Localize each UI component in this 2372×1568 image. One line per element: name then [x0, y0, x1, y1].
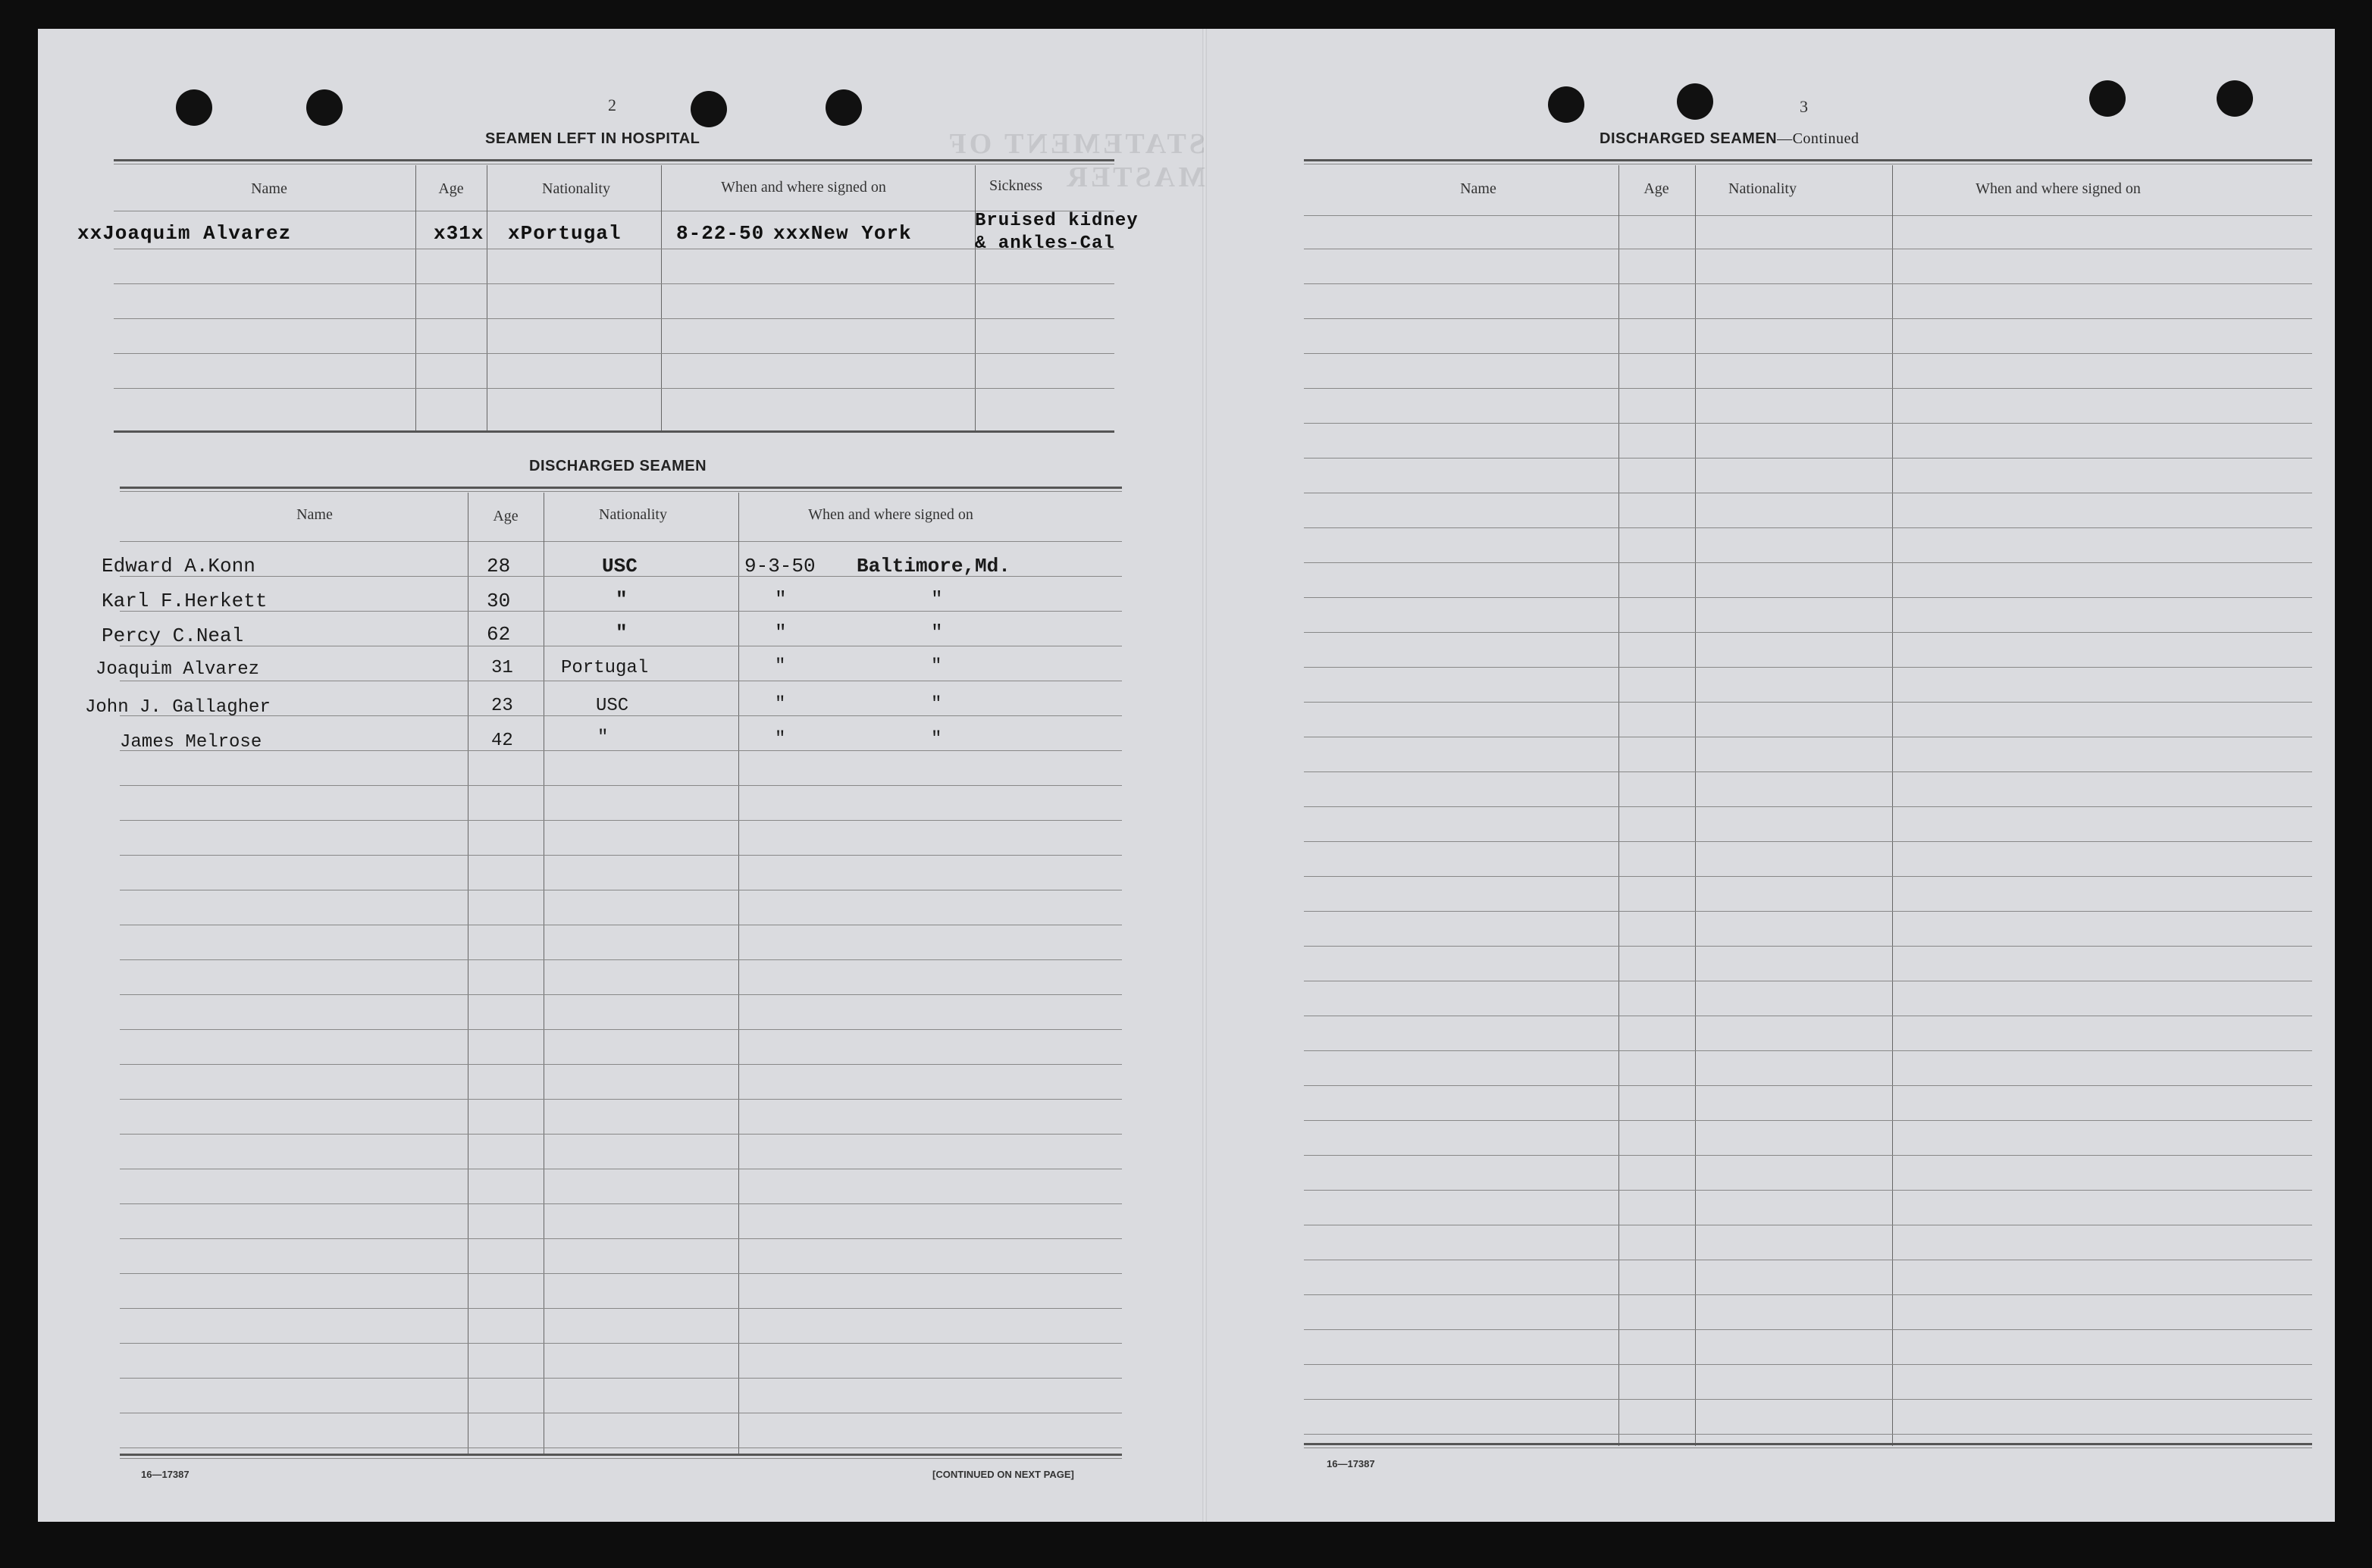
- col-header-name: Name: [1460, 180, 1496, 197]
- row-rule: [120, 785, 1122, 786]
- punch-hole: [826, 89, 862, 126]
- discharged-age: 62: [487, 623, 511, 646]
- punch-hole: [2217, 80, 2253, 117]
- row-rule: [1304, 1294, 2312, 1295]
- row-rule: [1304, 1190, 2312, 1191]
- form-number: 16—17387: [141, 1469, 190, 1480]
- col-header-nationality: Nationality: [1728, 180, 1797, 197]
- row-rule: [1304, 1434, 2312, 1435]
- discharged-place: ": [931, 729, 942, 750]
- discharged-place: ": [931, 621, 943, 644]
- hospital-nationality: xPortugal: [508, 222, 622, 245]
- discharged-date: ": [775, 656, 786, 677]
- row-rule: [120, 1343, 1122, 1344]
- discharged-nationality: USC: [596, 696, 629, 716]
- row-rule: [1304, 597, 2312, 598]
- continued-suffix: —Continued: [1777, 130, 1860, 147]
- row-rule: [1304, 458, 2312, 459]
- row-rule: [120, 611, 1122, 612]
- row-rule: [1304, 1085, 2312, 1086]
- header-rule: [1304, 215, 2312, 216]
- row-rule: [120, 1029, 1122, 1030]
- col-divider: [1618, 165, 1619, 1446]
- table-top-rule: [1304, 159, 2312, 161]
- col-header-nationality: Nationality: [599, 506, 667, 523]
- col-header-age: Age: [493, 508, 519, 524]
- row-rule: [120, 855, 1122, 856]
- document-sheet: [38, 29, 2335, 1522]
- discharged-nationality: Portugal: [561, 658, 649, 678]
- punch-hole: [306, 89, 343, 126]
- hospital-date: 8-22-50: [676, 222, 765, 245]
- discharged-name: Joaquim Alvarez: [96, 659, 260, 680]
- discharged-place: ": [931, 588, 943, 611]
- punch-hole: [2089, 80, 2126, 117]
- row-rule: [1304, 1050, 2312, 1051]
- punch-hole: [1548, 86, 1584, 123]
- table-top-rule: [114, 159, 1114, 161]
- discharged-age: 42: [491, 731, 513, 751]
- row-rule: [1304, 423, 2312, 424]
- discharged-name: Edward A.Konn: [102, 555, 255, 577]
- col-header-signed-on: When and where signed on: [721, 179, 886, 196]
- discharged-place: Baltimore,Md.: [857, 555, 1011, 577]
- hospital-sickness-line1: Bruised kidney: [975, 211, 1139, 231]
- hospital-section-title: SEAMEN LEFT IN HOSPITAL: [485, 130, 700, 147]
- row-rule: [114, 318, 1114, 319]
- hospital-name: xxJoaquim Alvarez: [77, 222, 292, 245]
- col-divider: [738, 493, 739, 1455]
- discharged-place: ": [931, 656, 942, 677]
- col-divider: [1892, 165, 1893, 1446]
- row-rule: [1304, 1155, 2312, 1156]
- row-rule: [1304, 1120, 2312, 1121]
- discharged-age: 31: [491, 658, 513, 678]
- row-rule: [1304, 702, 2312, 703]
- punch-hole: [691, 91, 727, 127]
- row-rule: [1304, 1399, 2312, 1400]
- row-rule: [120, 1378, 1122, 1379]
- continued-note: [CONTINUED ON NEXT PAGE]: [932, 1469, 1074, 1480]
- row-rule: [120, 1238, 1122, 1239]
- table-bottom-rule: [120, 1454, 1122, 1456]
- discharged-date: ": [775, 588, 787, 611]
- table-bottom-rule: [1304, 1443, 2312, 1445]
- discharged-name: Karl F.Herkett: [102, 590, 268, 612]
- row-rule: [120, 1099, 1122, 1100]
- row-rule: [1304, 806, 2312, 807]
- row-rule: [1304, 876, 2312, 877]
- hospital-age: x31x: [434, 222, 484, 245]
- col-divider: [661, 165, 662, 432]
- discharged-date: ": [775, 729, 786, 750]
- continued-section-title-main: DISCHARGED SEAMEN: [1600, 130, 1778, 147]
- row-rule: [1304, 353, 2312, 354]
- row-rule: [120, 1308, 1122, 1309]
- row-rule: [120, 750, 1122, 751]
- continued-section-title: [1600, 130, 1859, 148]
- row-rule: [1304, 527, 2312, 528]
- row-rule: [1304, 632, 2312, 633]
- row-rule: [114, 353, 1114, 354]
- col-header-age: Age: [438, 180, 464, 197]
- right-page: [1205, 29, 2335, 1522]
- row-rule: [114, 388, 1114, 389]
- row-rule: [120, 1273, 1122, 1274]
- bleed-through-text: STATEMENT OF MASTER: [946, 128, 1205, 193]
- row-rule: [120, 959, 1122, 960]
- col-header-sickness: Sickness: [989, 177, 1042, 194]
- hospital-sickness-line2: & ankles-Cal: [975, 233, 1115, 254]
- col-header-name: Name: [296, 506, 333, 523]
- discharged-age: 30: [487, 590, 511, 612]
- row-rule: [1304, 1364, 2312, 1365]
- table-top-rule: [120, 491, 1122, 492]
- discharged-nationality: ": [616, 621, 628, 644]
- punch-hole: [176, 89, 212, 126]
- col-header-name: Name: [251, 180, 287, 197]
- col-divider: [975, 165, 976, 432]
- row-rule: [120, 994, 1122, 995]
- discharged-date: ": [775, 694, 786, 715]
- row-rule: [1304, 388, 2312, 389]
- row-rule: [1304, 667, 2312, 668]
- row-rule: [1304, 283, 2312, 284]
- discharged-age: 28: [487, 555, 511, 577]
- page-number: 2: [608, 95, 616, 114]
- discharged-date: 9-3-50: [744, 555, 816, 577]
- left-page: [38, 29, 1205, 1522]
- discharged-nationality: USC: [602, 555, 638, 577]
- col-header-signed-on: When and where signed on: [1976, 180, 2141, 197]
- row-rule: [1304, 946, 2312, 947]
- col-header-age: Age: [1643, 180, 1669, 197]
- row-rule: [1304, 771, 2312, 772]
- row-rule: [1304, 841, 2312, 842]
- table-bottom-rule: [114, 430, 1114, 433]
- row-rule: [120, 1064, 1122, 1065]
- row-rule: [120, 1203, 1122, 1204]
- discharged-section-title: DISCHARGED SEAMEN: [529, 458, 707, 474]
- discharged-date: ": [775, 621, 787, 644]
- row-rule: [1304, 911, 2312, 912]
- col-divider: [415, 165, 416, 432]
- hospital-place: xxxNew York: [773, 222, 912, 245]
- discharged-place: ": [931, 694, 942, 715]
- col-divider: [1695, 165, 1696, 1446]
- discharged-nationality: ": [597, 728, 609, 748]
- row-rule: [1304, 562, 2312, 563]
- row-rule: [120, 820, 1122, 821]
- row-rule: [120, 1134, 1122, 1135]
- header-rule: [120, 541, 1122, 542]
- table-top-rule: [120, 487, 1122, 489]
- col-header-signed-on: When and where signed on: [808, 506, 973, 523]
- table-bottom-rule: [120, 1458, 1122, 1459]
- row-rule: [114, 283, 1114, 284]
- col-header-nationality: Nationality: [542, 180, 610, 197]
- discharged-age: 23: [491, 696, 513, 716]
- row-rule: [1304, 318, 2312, 319]
- discharged-name: James Melrose: [120, 732, 262, 753]
- form-number: 16—17387: [1327, 1458, 1375, 1469]
- page-number: 3: [1800, 97, 1808, 116]
- row-rule: [1304, 1329, 2312, 1330]
- discharged-name: Percy C.Neal: [102, 624, 244, 647]
- discharged-nationality: ": [616, 588, 628, 611]
- discharged-name: John J. Gallagher: [85, 697, 271, 718]
- punch-hole: [1677, 83, 1713, 120]
